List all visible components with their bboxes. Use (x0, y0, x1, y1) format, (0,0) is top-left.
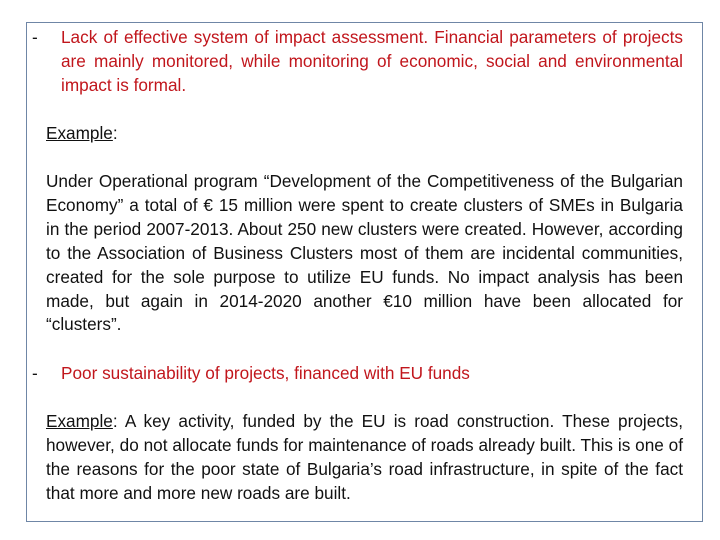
example-heading (46, 122, 676, 146)
example-label: Example (46, 411, 113, 431)
road-example-text: A key activity, funded by the EU is road construction. These projects, however, do not allocate funds for maintenance of roads already built. This is one of the reasons for the poor state of Bulgaria’s road infrastructure, in spite of the fact that more and more new roads are built. (46, 411, 683, 503)
bullet-poor-sustainability: Poor sustainability of projects, financed with EU funds (61, 363, 470, 383)
cluster-example-paragraph: Under Operational program “Development of the Competitiveness of the Bulgarian Economy” a total of € 15 million were spent to create clusters of SMEs in Bulgaria in the period 2007-2013. About 250 new clusters were created. However, according to the Association of Business Clusters most of them are incidental communities, created for the sole purpose to utilize EU funds. No impact analysis has been made, but again in 2014-2020 another €10 million have been allocated for “clusters”. (46, 171, 683, 335)
example-colon: : (112, 411, 118, 431)
example-label: Example (46, 123, 113, 143)
road-example-paragraph (46, 410, 683, 506)
bullet-lack-of-impact-assessment: Lack of effective system of impact assessment. Financial parameters of projects are mainly monitored, while monitoring of economic, social and environmental impact is formal. (61, 27, 683, 95)
bullet-dash: - (32, 27, 38, 47)
bullet-dash: - (32, 363, 38, 383)
example-colon: : (112, 123, 118, 143)
